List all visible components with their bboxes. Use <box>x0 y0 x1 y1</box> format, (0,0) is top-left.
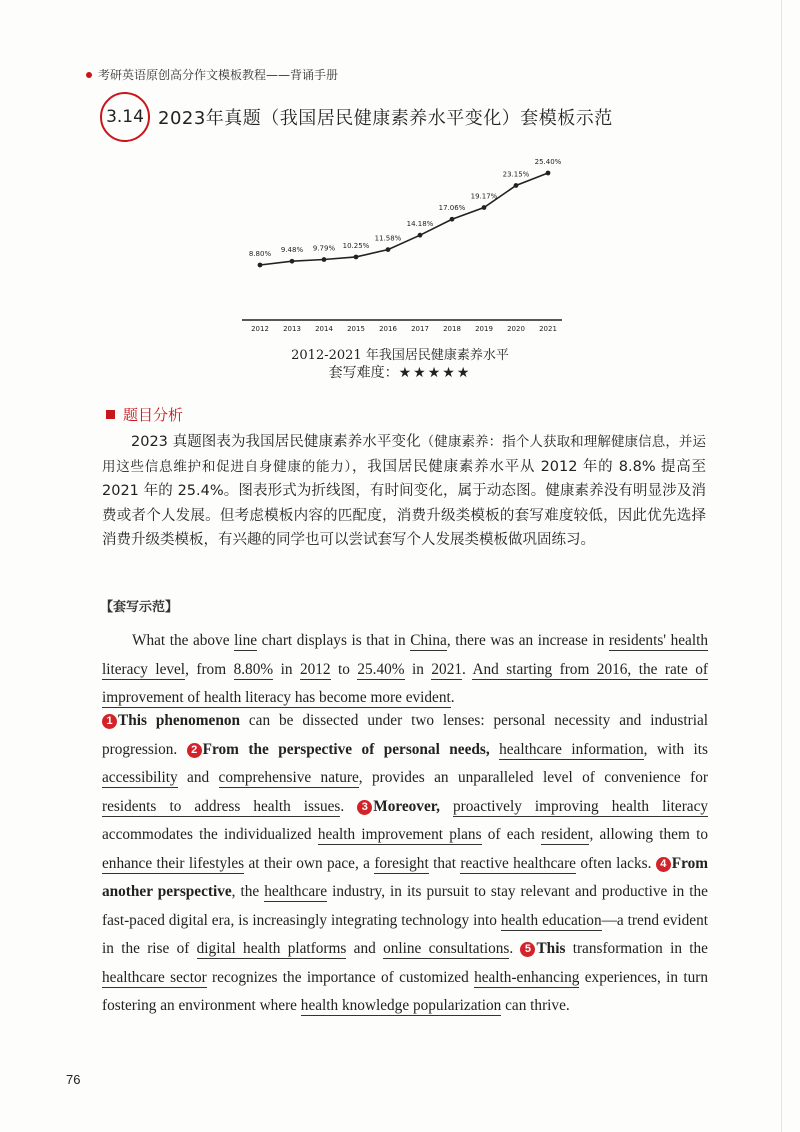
data-point <box>290 259 295 264</box>
sample-heading: 【套写示范】 <box>100 600 179 615</box>
header-bullet-icon <box>86 72 92 78</box>
data-point <box>482 205 487 210</box>
section-title-row <box>100 92 613 142</box>
data-label: 9.48% <box>280 246 304 255</box>
x-tick-label: 2014 <box>315 325 333 333</box>
x-tick-label: 2017 <box>411 325 429 333</box>
section-number-badge: 3.14 <box>100 92 150 142</box>
square-bullet-icon <box>106 410 115 419</box>
data-label: 11.58% <box>374 234 402 243</box>
sample-paragraph-2: 1 This phenomenon can be dissected under two lenses: personal necessity and industrial progression. 2 From the perspective of personal needs, healthcare information, with its accessibility and comprehensive nature, provides an unparalleled level of convenience for residents to address health issues. 3 Moreover, proactively improving health literacy accommodates the individualized health improvement plans of each resident, allowing them to enhance their lifestyles at their own pace, a foresight that reactive healthcare often lacks. 4 From another perspective, the healthcare industry, in its pursuit to stay relevant and productive in the fast-paced digital era, is increasingly integrating technology into health education—a trend evident in the rise of digital health platforms and online consultations. 5 This transformation in the healthcare sector recognizes the importance of customized health-enhancing experiences, in turn fostering an environment where health knowledge popularization can thrive. <box>102 712 709 1014</box>
sample-paragraph-1: What the above line chart displays is that in China, there was an increase in residents' health literacy level, from 8.80% in 2012 to 25.40% in 2021. And starting from 2016, the rate of improvement of health literacy has become more evident. <box>102 632 708 706</box>
header-text: 考研英语原创高分作文模板教程——背诵手册 <box>98 68 339 82</box>
analysis-parenthetical: （健康素养：指个人获取和理解健康信息，并运用这些信息维护和促进自身健康的能力） <box>102 434 707 475</box>
x-tick-label: 2019 <box>475 325 493 333</box>
x-tick-label: 2013 <box>283 325 301 333</box>
data-label: 8.80% <box>248 250 272 258</box>
x-tick-label: 2016 <box>379 325 397 333</box>
data-label: 17.06% <box>438 204 466 213</box>
x-tick-label: 2021 <box>539 325 557 333</box>
page-number: 76 <box>66 1072 81 1087</box>
line-chart <box>232 150 572 340</box>
data-point <box>386 247 391 252</box>
sentence-number-4-icon: 4 <box>656 857 671 872</box>
data-point <box>258 263 263 268</box>
x-tick-label: 2015 <box>347 325 365 333</box>
chart-title: 2012-2021 年我国居民健康素养水平 <box>291 348 509 363</box>
sentence-number-2-icon: 2 <box>187 743 202 758</box>
page-edge <box>781 0 782 1132</box>
difficulty-stars: ★★★★★ <box>398 365 472 381</box>
data-label: 19.17% <box>470 192 498 201</box>
data-point <box>322 257 327 262</box>
data-point <box>354 255 359 260</box>
x-tick-label: 2020 <box>507 325 525 333</box>
data-label: 9.79% <box>312 244 336 253</box>
analysis-text-a: 2023 真题图表为我国居民健康素养水平变化 <box>131 434 421 450</box>
analysis-text-b: ，我国居民健康素养水平从 2012 年的 8.8% 提高至 2021 年的 25.4%。图表形式为折线图，有时间变化，属于动态图。健康素养没有明显涉及消费或者个人发展。但考虑模板内容的匹配度，消费升级类模板的套写难度较低，因此优先选择消费升级类模板，有兴趣的同学也可以尝试套写个人发展类模板做巩固练习。 <box>102 458 707 548</box>
difficulty-rating <box>0 362 800 382</box>
difficulty-label: 套写难度： <box>328 365 399 381</box>
data-label: 25.40% <box>534 158 562 166</box>
analysis-heading <box>106 404 183 425</box>
data-label: 14.18% <box>406 220 434 229</box>
data-point <box>418 233 423 238</box>
data-point <box>450 217 455 222</box>
data-label: 23.15% <box>502 170 530 179</box>
sentence-number-5-icon: 5 <box>520 942 535 957</box>
analysis-paragraph <box>102 430 706 553</box>
sentence-number-1-icon: 1 <box>102 714 117 729</box>
analysis-heading-text: 题目分析 <box>123 406 184 424</box>
section-title: 2023年真题（我国居民健康素养水平变化）套模板示范 <box>158 108 613 129</box>
data-point <box>546 171 551 176</box>
data-label: 10.25% <box>342 241 370 250</box>
running-header <box>86 66 338 83</box>
sentence-number-3-icon: 3 <box>357 800 372 815</box>
x-tick-label: 2018 <box>443 325 461 333</box>
data-point <box>514 183 519 188</box>
x-tick-label: 2012 <box>251 325 269 333</box>
series-line <box>260 173 548 265</box>
